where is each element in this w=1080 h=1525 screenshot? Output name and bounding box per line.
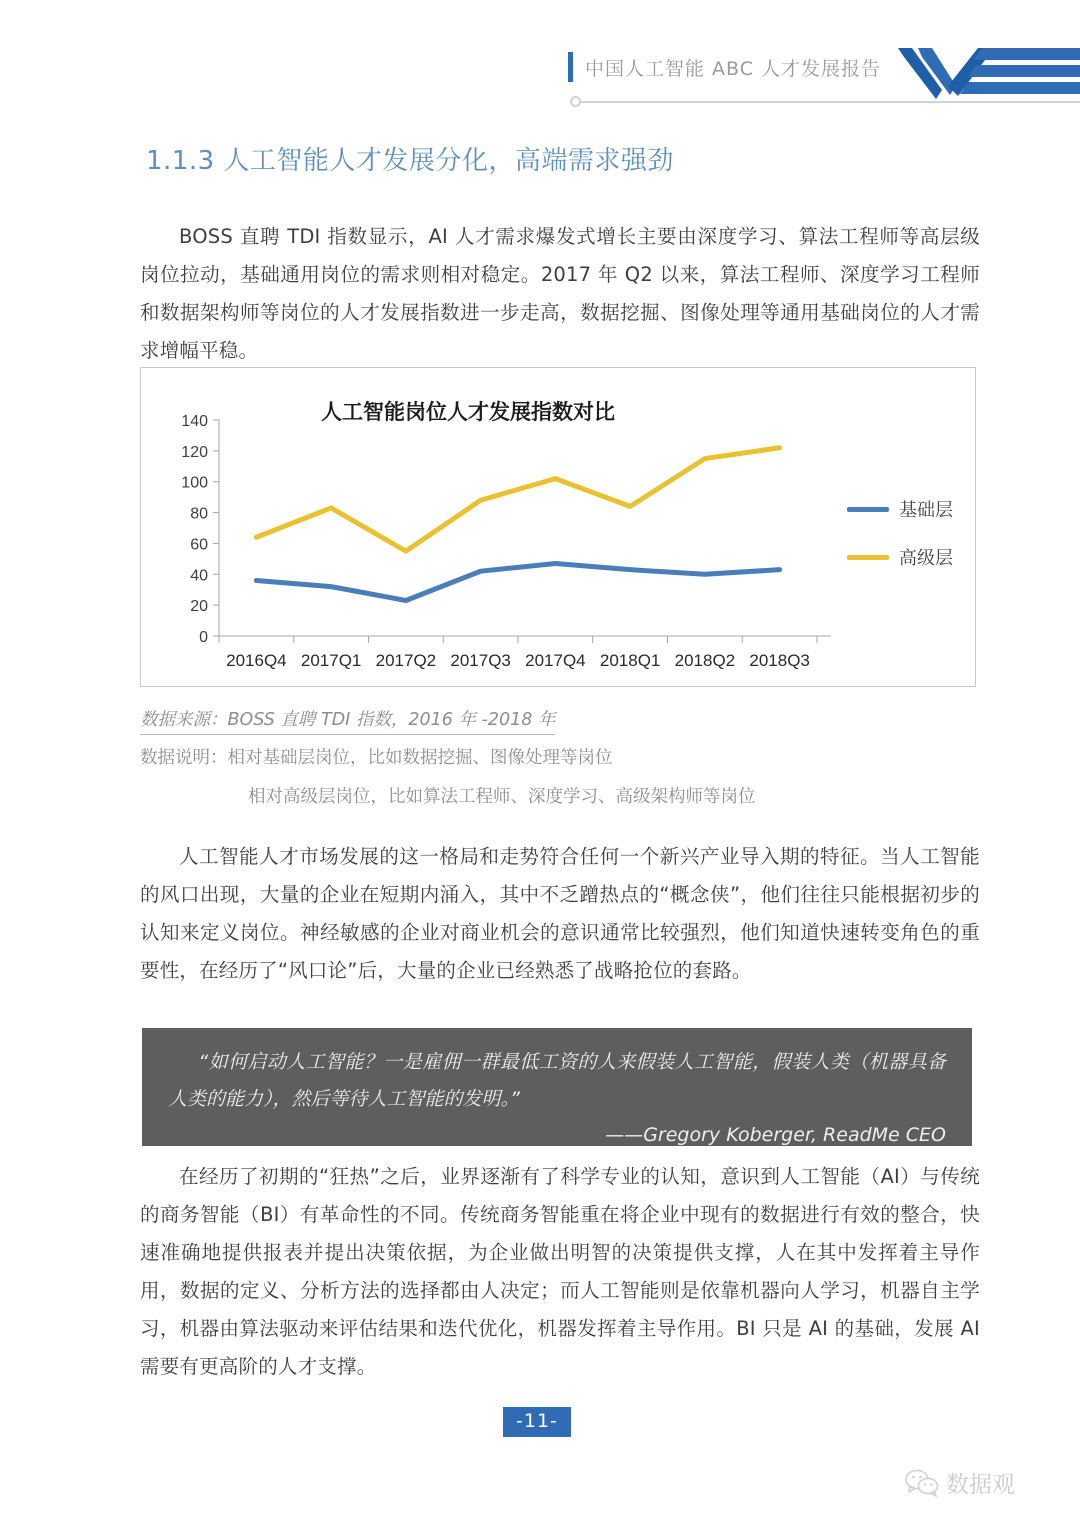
- pull-quote-attribution: ——Gregory Koberger, ReadMe CEO: [605, 1124, 946, 1146]
- watermark-text: 数据观: [946, 1472, 1015, 1498]
- svg-text:140: 140: [181, 413, 208, 430]
- header-title: 中国人工智能 ABC 人才发展报告: [585, 57, 882, 80]
- page-header: [0, 0, 1080, 112]
- paragraph-intro: BOSS 直聘 TDI 指数显示，AI 人才需求爆发式增长主要由深度学习、算法工程师等高层级岗位拉动，基础通用岗位的需求则相对稳定。2017 年 Q2 以来，算法工程师、深度学习工程师和数据架构师等岗位的人才发展指数进一步走高，数据挖掘、图像处理等通用基础岗位的人才需求增幅平稳。: [140, 225, 980, 362]
- legend-swatch-basic: [847, 507, 889, 512]
- svg-text:40: 40: [190, 567, 208, 585]
- chart-title: 人工智能岗位人才发展指数对比: [321, 400, 615, 424]
- svg-text:100: 100: [181, 474, 208, 492]
- svg-text:2017Q2: 2017Q2: [375, 651, 437, 670]
- svg-text:2018Q1: 2018Q1: [599, 651, 661, 670]
- pull-quote-text: “如何启动人工智能？一是雇佣一群最低工资的人来假装人工智能，假装人类（机器具备人类的能力），然后等待人工智能的发明。”: [168, 1051, 946, 1110]
- svg-text:2017Q3: 2017Q3: [450, 651, 511, 670]
- svg-text:20: 20: [190, 598, 208, 616]
- legend-label-basic: 基础层: [899, 500, 953, 521]
- paragraph-market: 人工智能人才市场发展的这一格局和走势符合任何一个新兴产业导入期的特征。当人工智能的风口出现，大量的企业在短期内涌入，其中不乏蹭热点的“概念侠”，他们往往只能根据初步的认知来定义岗位。神经敏感的企业对商业机会的意识通常比较强烈，他们知道快速转变角色的重要性，在经历了“风口论”后，大量的企业已经熟悉了战略抢位的套路。: [140, 845, 980, 982]
- chart-source-note: 数据来源：BOSS 直聘 TDI 指数，2016 年 -2018 年: [140, 706, 555, 735]
- pull-quote-block: [142, 1028, 972, 1146]
- legend-swatch-senior: [847, 555, 889, 560]
- watermark: [905, 1466, 1015, 1499]
- svg-text:2017Q4: 2017Q4: [525, 651, 586, 670]
- svg-text:2018Q3: 2018Q3: [749, 651, 810, 670]
- svg-text:2017Q1: 2017Q1: [300, 651, 362, 670]
- header-divider-line: [576, 101, 1080, 103]
- svg-text:2016Q4: 2016Q4: [226, 651, 287, 670]
- chart-explain-note-basic: 数据说明：相对基础层岗位，比如数据挖掘、图像处理等岗位: [140, 748, 613, 768]
- chart-container: [140, 367, 976, 687]
- svg-text:120: 120: [181, 443, 208, 461]
- legend-label-senior: 高级层: [899, 548, 953, 569]
- chart-explain-note-senior: 相对高级层岗位，比如算法工程师、深度学习、高级架构师等岗位: [248, 787, 756, 807]
- legend-item-basic: [847, 496, 953, 522]
- header-divider-dot: [570, 96, 581, 107]
- page-title: 1.1.3 人工智能人才发展分化，高端需求强劲: [146, 146, 674, 176]
- vi-brand-logo-icon: [898, 42, 1080, 100]
- paragraph-bi: 在经历了初期的“狂热”之后，业界逐渐有了科学专业的认知，意识到人工智能（AI）与传统的商务智能（BI）有革命性的不同。传统商务智能重在将企业中现有的数据进行有效的整合，快速准确地提供报表并提出决策依据，为企业做出明智的决策提供支撑，人在其中发挥着主导作用，数据的定义、分析方法的选择都由人决定；而人工智能则是依靠机器向人学习，机器自主学习，机器由算法驱动来评估结果和迭代优化，机器发挥着主导作用。BI 只是 AI 的基础，发展 AI 需要有更高阶的人才支撑。: [140, 1165, 980, 1378]
- svg-text:60: 60: [190, 536, 208, 554]
- legend-item-senior: [847, 544, 953, 570]
- svg-text:2018Q2: 2018Q2: [674, 651, 736, 670]
- svg-text:0: 0: [199, 629, 208, 646]
- page-number-badge: -11-: [503, 1407, 571, 1437]
- svg-text:80: 80: [190, 505, 208, 523]
- header-title-group: [568, 52, 881, 82]
- wechat-icon: [905, 1469, 939, 1497]
- header-accent-bar: [568, 52, 573, 82]
- chart-legend: [847, 496, 953, 570]
